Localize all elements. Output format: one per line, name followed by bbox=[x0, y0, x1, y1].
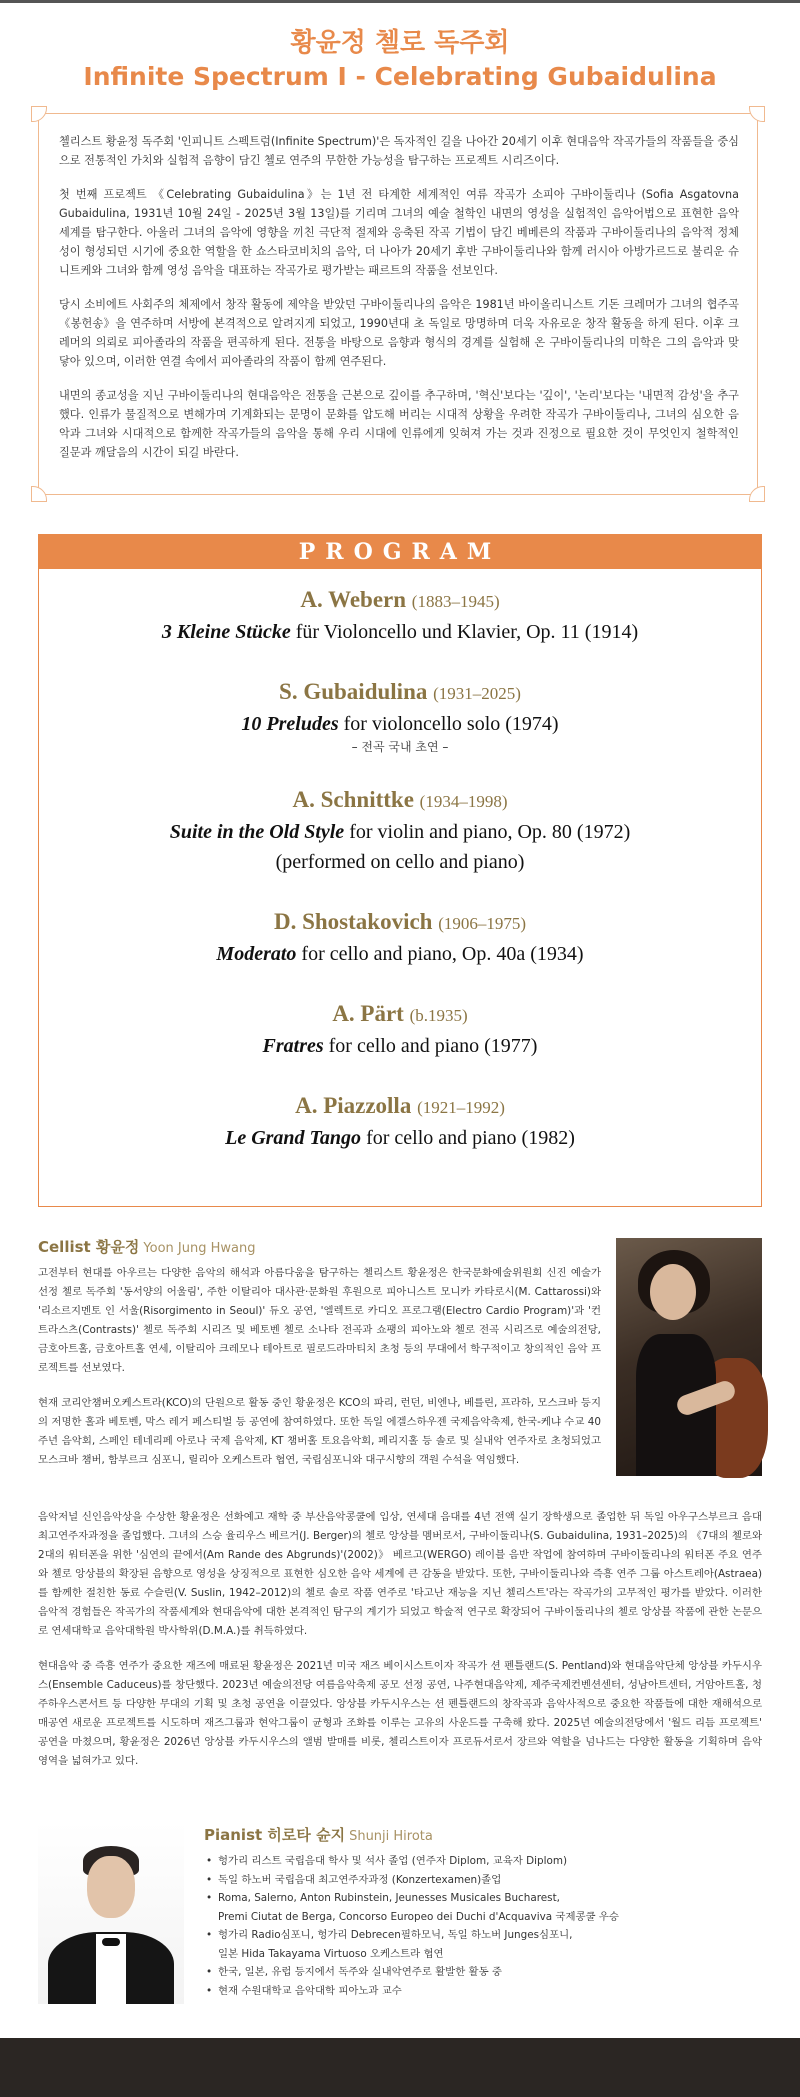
intro-paragraph: 첫 번째 프로젝트 《Celebrating Gubaidulina》는 1년 전 타계한 세계적인 여류 작곡가 소피아 구바이둘리나 (Sofia Asgatovna Gubaidulina, 1931년 10월 24일 - 2025년 3월 13일)를 기리며 그녀의 예술 철학인 내면의 영성을 실험적인 음악어법으로 표현한 음악 세계를 탐구한다. 아울러 그녀의 음악에 영향을 끼친 극단적 절제와 응축된 작곡 기법이 담긴 베베른의 작품과 구바이둘리나의 음악적 정체성이 형성되던 시기에 중요한 역할을 한 쇼스타코비치의 음악, 더 나아가 20세기 후반 구바이둘리나와 함께 러시아 아방가르드로 불리운 슈니트케와 그녀와 함께 영성 음악을 대표하는 작곡가로 평가받는 패르트의 작품을 선보인다. bbox=[59, 188, 739, 277]
composer-years: (1934–1998) bbox=[419, 792, 508, 811]
concert-title-en: Infinite Spectrum Ⅰ - Celebrating Gubaidulina bbox=[83, 62, 717, 91]
composer-name: D. Shostakovich bbox=[273, 909, 433, 934]
cellist-name-en: Yoon Jung Hwang bbox=[143, 1241, 256, 1256]
program-item bbox=[39, 999, 761, 1061]
ornament-corner bbox=[749, 106, 765, 122]
program-item bbox=[39, 677, 761, 755]
intro-text bbox=[59, 132, 739, 477]
concert-header bbox=[0, 26, 800, 94]
work bbox=[39, 1031, 761, 1061]
work bbox=[39, 939, 761, 969]
work-title: 3 Kleine Stücke bbox=[161, 621, 291, 643]
premiere-note: – 전곡 국내 초연 – bbox=[351, 740, 449, 754]
bio-paragraph: 음악저널 신인음악상을 수상한 황윤정은 선화예고 재학 중 부산음악콩쿨에 입상, 연세대 음대를 4년 전액 실기 장학생으로 졸업한 뒤 독일 아우구스부르크 음대 최고연주자과정을 졸업했다. 그녀의 스승 율리우스 베르거(J. Berger)의 첼로 앙상블 멤버로서, 구바이둘리나(S. Gubaidulina, 1931–2025)의 《7대의 첼로와 2대의 워터폰을 위한 '심연의 끝에서(Am Rande des Abgrunds)'(2002)》 베르고(WERGO) 레이블 음반 작업에 참여하며 구바이둘리나의 워터폰 주요 연주와 첼로 앙상블의 확장된 음향으로 영성을 상징적으로 표현한 심오한 음악 세계에 큰 감동을 받았다. 또한, 구바이둘리나와 즉흥 연주 그룹 아스트레아(Astraea)를 함께한 절친한 동료 수슬린(V. Suslin, 1942–2012)의 첼로 솔로 작품 연주로 '타고난 재능을 지닌 첼리스트'라는 작곡가의 고무적인 평가를 받았다. 이러한 음악적 경험들은 작곡가의 작품세계와 현대음악에 대한 본격적인 탐구의 계기가 되었고 학술적 연구로 확장되어 구바이둘리나의 첼로 앙상블 작품에 관한 논문으로 연세대학교 음악대학원 박사학위(D.M.A.)를 취득하였다. bbox=[38, 1511, 762, 1637]
work-detail: for cello and piano (1977) bbox=[323, 1035, 538, 1057]
work bbox=[39, 1123, 761, 1153]
pianist-name-en: Shunji Hirota bbox=[349, 1829, 433, 1844]
cellist-photo bbox=[616, 1238, 762, 1476]
work-extra: (performed on cello and piano) bbox=[275, 851, 525, 873]
bio-paragraph: 현재 코리안챔버오케스트라(KCO)의 단원으로 활동 중인 황윤정은 KCO의 파리, 런던, 비엔나, 베를린, 프라하, 모스크바 등지의 저명한 홀과 베토벤, 막스 레거 페스티벌 등 공연에 참여하였다. 또한 독일 에겔스하우젠 국제음악축제, 한국-케냐 수교 40주년 음악회, 스페인 테네리페 아로나 국제 음악제, KT 챔버홀 토요음악회, 페리지홀 등 솔로 및 실내악 연주자로 초청되었고 모스크바 챔버, 함부르크 심포니, 릴리아 오케스트라 협연, 국립심포니와 대구시향의 객원 수석을 역임했다. bbox=[38, 1397, 601, 1466]
list-item: • 현재 수원대학교 음악대학 피아노과 교수 bbox=[204, 1982, 760, 2001]
composer-name: A. Webern bbox=[300, 587, 407, 612]
pianist-heading bbox=[204, 1824, 433, 1845]
concert-title-ko: 황윤정 첼로 독주회 bbox=[290, 28, 510, 58]
pianist-photo bbox=[38, 1822, 184, 2004]
program-item bbox=[39, 785, 761, 877]
composer bbox=[39, 585, 761, 617]
work-title: Fratres bbox=[262, 1035, 324, 1057]
face-shape bbox=[650, 1264, 696, 1320]
program-item bbox=[39, 1091, 761, 1153]
bowtie-shape bbox=[102, 1938, 120, 1946]
work-title: Le Grand Tango bbox=[225, 1127, 362, 1149]
cellist-heading bbox=[38, 1236, 255, 1257]
cellist-bio-bottom bbox=[38, 1508, 762, 1787]
list-item: • 독일 하노버 국립음대 최고연주자과정 (Konzertexamen)졸업 bbox=[204, 1871, 760, 1890]
work-detail: for cello and piano (1982) bbox=[361, 1127, 575, 1149]
cellist-label: Cellist 황윤정 bbox=[38, 1238, 140, 1256]
work-detail: for cello and piano, Op. 40a (1934) bbox=[296, 943, 584, 965]
intro-paragraph: 첼리스트 황윤정 독주회 '인피니트 스펙트럼(Infinite Spectrum)'은 독자적인 길을 나아간 20세기 이후 현대음악 작곡가들의 작품들을 중심으로 전통적인 가치와 실험적 음향이 담긴 첼로 연주의 무한한 가능성을 탐구하는 프로젝트 시리즈이다. bbox=[59, 135, 739, 167]
intro-paragraph: 내면의 종교성을 지닌 구바이둘리나의 현대음악은 전통을 근본으로 깊이를 추구하며, '혁신'보다는 '깊이', '논리'보다는 '내면적 감성'을 추구했다. 인류가 물질적으로 변해가며 기계화되는 문명이 문화를 압도해 버리는 시대적 상황을 우려한 작곡가 구바이둘리나, 그녀의 심오한 음악과 그녀와 시대적으로 함께한 작곡가들의 음악을 통해 우리 시대에 인류에게 잊혀져 가는 것과 진정으로 필요한 것이 무엇인지 철학적인 질문과 깨달음의 시간이 되길 바란다. bbox=[59, 389, 739, 459]
work bbox=[39, 617, 761, 647]
composer bbox=[39, 907, 761, 939]
intro-box bbox=[38, 113, 758, 495]
pianist-label: Pianist 히로타 슌지 bbox=[204, 1826, 346, 1844]
composer-years: (1906–1975) bbox=[438, 914, 527, 933]
work-title: Moderato bbox=[216, 943, 297, 965]
bio-paragraph: 현대음악 중 즉흥 연주가 중요한 재즈에 매료된 황윤정은 2021년 미국 재즈 베이시스트이자 작곡가 션 펜틀랜드(S. Pentland)와 현대음악단체 앙상블 카두시우스(Ensemble Caduceus)를 창단했다. 2023년 예술의전당 여름음악축제 공모 선정 공연, 나주현대음악제, 제주국제컨벤션센터, 성남아트센터, 거암아트홀, 청주하우스콘서트 등 다양한 무대의 기획 및 초청 공연을 이끌었다. 앙상블 카두시우스는 션 펜틀랜드의 창작곡과 음악사적으로 중요한 작품들에 대한 재해석으로 매공연 새로운 프로젝트를 시도하며 재즈그룹과 현악그룹이 균형과 조화를 이루는 고유의 사운드를 구축해 왔다. 2025년 예술의전당에서 '월드 리듬 프로젝트' 공연을 마쳤으며, 황윤정은 2026년 앙상블 카두시우스의 앨범 발매를 비롯, 첼리스트이자 프로듀서로서 장르와 역할을 넘나드는 다양한 활동을 기획하며 음악 영역을 넓혀가고 있다. bbox=[38, 1660, 762, 1767]
composer-years: (1921–1992) bbox=[417, 1098, 505, 1117]
program-item bbox=[39, 907, 761, 969]
composer bbox=[39, 1091, 761, 1123]
composer-name: A. Piazzolla bbox=[295, 1093, 412, 1118]
work bbox=[39, 817, 761, 847]
pianist-bio-list bbox=[204, 1852, 760, 2000]
cellist-bio-top bbox=[38, 1264, 601, 1486]
program-list bbox=[39, 585, 761, 1183]
program-box bbox=[38, 534, 762, 1207]
work-detail: für Violoncello und Klavier, Op. 11 (1914) bbox=[290, 621, 639, 643]
ornament-corner bbox=[31, 486, 47, 502]
intro-paragraph: 당시 소비에트 사회주의 체제에서 창작 활동에 제약을 받았던 구바이둘리나의 음악은 1981년 바이올리니스트 기돈 크레머가 그녀의 협주곡 《봉헌송》을 연주하며 서방에 본격적으로 알려지게 되었고, 1990년대 초 독일로 망명하며 더욱 자유로운 창작 활동을 하게 된다. 이후 크레머의 의뢰로 피아졸라의 작품을 편곡하게 된다. 전통을 바탕으로 음향과 형식의 경계를 실험해 온 구바이둘리나의 미학은 그의 음악과 맞닿아 있으며, 이러한 연결 속에서 피아졸라의 작품이 함께 연주된다. bbox=[59, 298, 739, 368]
footer-bar bbox=[0, 2038, 800, 2097]
composer-name: A. Pärt bbox=[332, 1001, 404, 1026]
work-detail: for violin and piano, Op. 80 (1972) bbox=[344, 821, 631, 843]
face-shape bbox=[87, 1856, 135, 1918]
list-item: • 헝가리 리스트 국립음대 학사 및 석사 졸업 (연주자 Diplom, 교육자 Diplom) bbox=[204, 1852, 760, 1871]
work-detail: for violoncello solo (1974) bbox=[338, 713, 559, 735]
work-title: 10 Preludes bbox=[241, 713, 339, 735]
list-item: • 헝가리 Radio심포니, 헝가리 Debrecen필하모닉, 독일 하노버 Junges심포니, 일본 Hida Takayama Virtuoso 오케스트라 협연 bbox=[204, 1926, 760, 1963]
composer-name: S. Gubaidulina bbox=[279, 679, 428, 704]
composer-years: (1883–1945) bbox=[411, 592, 500, 611]
list-item: • Roma, Salerno, Anton Rubinstein, Jeunesses Musicales Bucharest, Premi Ciutat de Berga, Concorso Europeo dei Duchi d'Acquaviva 국제콩쿨 우승 bbox=[204, 1889, 760, 1926]
bio-paragraph: 고전부터 현대를 아우르는 다양한 음악의 해석과 아름다움을 탐구하는 첼리스트 황윤정은 한국문화예술위원회 신진 예술가 선정 첼로 독주회 '동서양의 어울림', 주한 이탈리아 대사관·문화원 후원으로 피아니스트 모니카 카타로시(M. Cattarossi)와 '리소르지멘토 인 서울(Risorgimento in Seoul)' 듀오 공연, '엘렉트로 카디오 프로그램(Electro Cardio Program)'과 '컨트라스츠(Contrasts)' 첼로 독주회 시리즈 및 베토벤 첼로 소나타 전곡과 쇼팽의 피아노와 첼로 전곡 시리즈로 예술의전당, 금호아트홀, 금호아트홀 연세, 이탈리아 크레모나 테아트로 필로드라마티치 초청 등의 무대에서 학구적이고 창의적인 음악 프로젝트를 선보였다. bbox=[38, 1267, 601, 1374]
composer-years: (1931–2025) bbox=[433, 684, 521, 703]
work-title: Suite in the Old Style bbox=[169, 821, 345, 843]
program-heading: PROGRAM bbox=[39, 535, 761, 569]
list-item: • 한국, 일본, 유럽 등지에서 독주와 실내악연주로 활발한 활동 중 bbox=[204, 1963, 760, 1982]
top-rule bbox=[0, 0, 800, 3]
composer bbox=[39, 999, 761, 1031]
program-item bbox=[39, 585, 761, 647]
composer-name: A. Schnittke bbox=[292, 787, 414, 812]
composer bbox=[39, 785, 761, 817]
composer-years: (b.1935) bbox=[409, 1006, 468, 1025]
composer bbox=[39, 677, 761, 709]
work bbox=[39, 709, 761, 739]
